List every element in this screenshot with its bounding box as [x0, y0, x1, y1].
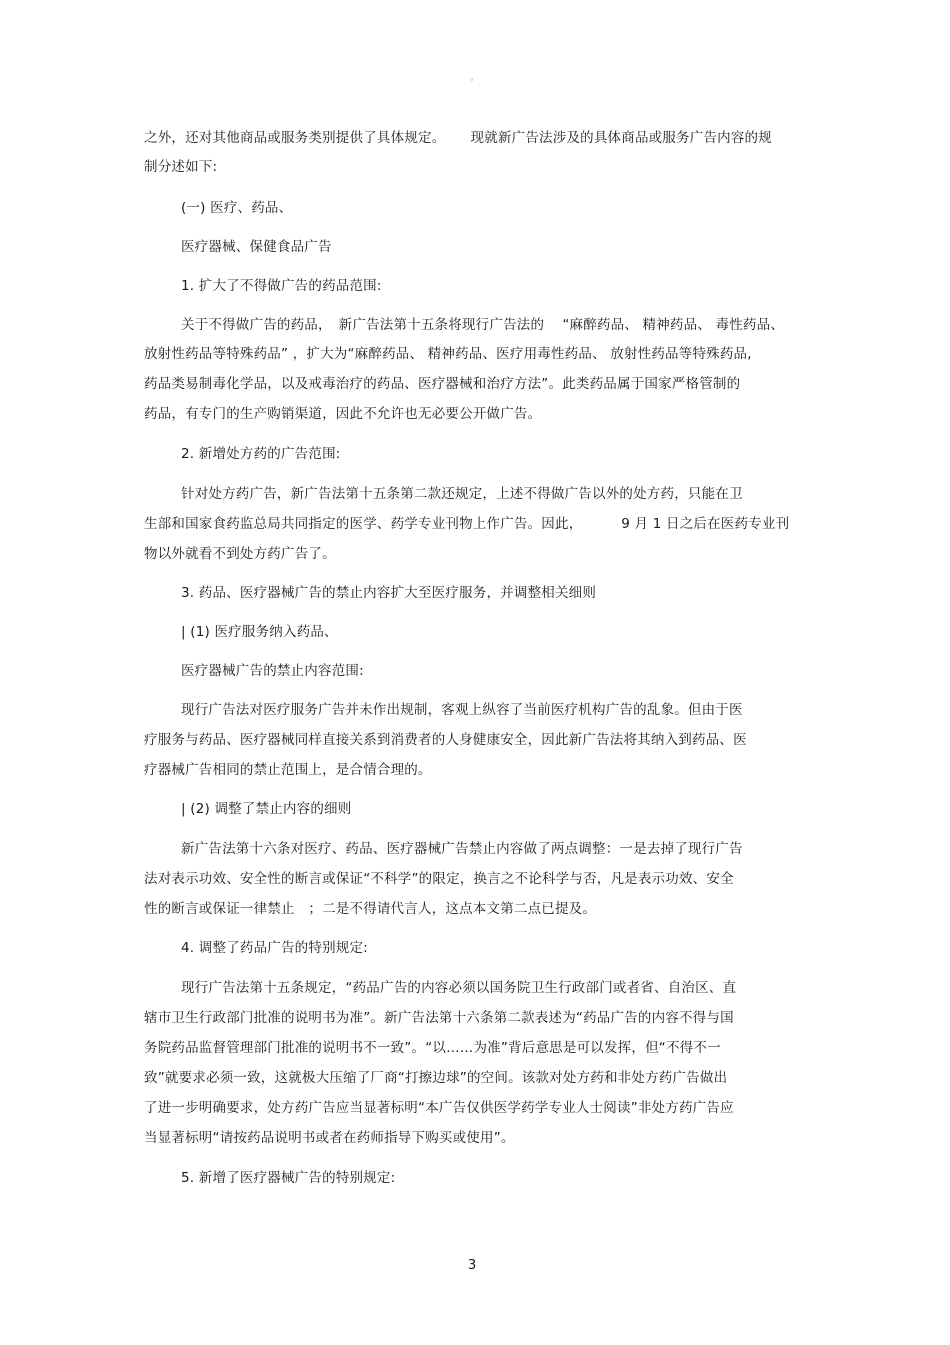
subsection-heading: 1. 扩大了不得做广告的药品范围:	[181, 278, 382, 294]
text-line: 疗器械广告相同的禁止范围上，是合情合理的。	[144, 762, 432, 778]
text-line: 关于不得做广告的药品， 新广告法第十五条将现行广告法的 “麻醉药品、 精神药品、 毒性药品、	[181, 317, 785, 333]
text-line: 新广告法第十六条对医疗、药品、医疗器械广告禁止内容做了两点调整：一是去掉了现行广告	[181, 841, 743, 857]
page-number: 3	[468, 1258, 477, 1273]
text-line: 药品类易制毒化学品，以及戒毒治疗的药品、医疗器械和治疗方法”。此类药品属于国家严格管制的	[144, 376, 741, 392]
text-line: 疗服务与药品、医疗器械同样直接关系到消费者的人身健康安全，因此新广告法将其纳入到药品、医	[144, 732, 747, 748]
section-heading: 医疗器械、保健食品广告	[181, 239, 332, 255]
text-line: 之外，还对其他商品或服务类别提供了具体规定。 现就新广告法涉及的具体商品或服务广告内容的规	[144, 130, 772, 146]
text-line: 当显著标明“请按药品说明书或者在药师指导下购买或使用”。	[144, 1130, 515, 1146]
text-line: 药品，有专门的生产购销渠道，因此不允许也无必要公开做广告。	[144, 406, 542, 422]
text-line: 性的断言或保证一律禁止 ；二是不得请代言人，这点本文第二点已提及。	[144, 901, 597, 917]
text-line: 生部和国家食药监总局共同指定的医学、药学专业刊物上作广告。因此， 9 月 1 日之后在医药专业刊	[144, 516, 790, 532]
text-line: 法对表示功效、安全性的断言或保证“不科学”的限定，换言之不论科学与否，凡是表示功效、安全	[144, 871, 734, 887]
subsection-heading: 5. 新增了医疗器械广告的特别规定:	[181, 1170, 396, 1186]
section-heading: (一) 医疗、药品、	[181, 200, 293, 216]
text-line: 物以外就看不到处方药广告了。	[144, 546, 336, 562]
text-line: 了进一步明确要求，处方药广告应当显著标明“本广告仅供医学药学专业人士阅读”非处方药广告应	[144, 1100, 734, 1116]
subsection-heading: | (2) 调整了禁止内容的细则	[181, 801, 352, 817]
subsection-heading: 3. 药品、医疗器械广告的禁止内容扩大至医疗服务，并调整相关细则	[181, 585, 597, 601]
text-line: 辖市卫生行政部门批准的说明书为准”。新广告法第十六条第二款表述为“药品广告的内容不得与国	[144, 1010, 734, 1026]
header-mark: 。	[470, 72, 480, 83]
text-line: 务院药品监督管理部门批准的说明书不一致”。“以……为准”背后意思是可以发挥，但“不得不一	[144, 1040, 721, 1056]
text-line: 放射性药品等特殊药品” ，扩大为“麻醉药品、 精神药品、医疗用毒性药品、 放射性药品等特殊药品,	[144, 346, 752, 362]
subsection-heading: 4. 调整了药品广告的特别规定:	[181, 940, 368, 956]
text-line: 现行广告法对医疗服务广告并未作出规制，客观上纵容了当前医疗机构广告的乱象。但由于医	[181, 702, 743, 718]
text-line: 制分述如下:	[144, 159, 218, 175]
text-line: 致”就要求必须一致，这就极大压缩了厂商“打擦边球”的空间。该款对处方药和非处方药广告做出	[144, 1070, 728, 1086]
text-line: 现行广告法第十五条规定，“药品广告的内容必须以国务院卫生行政部门或者省、自治区、直	[181, 980, 737, 996]
subsection-heading: | (1) 医疗服务纳入药品、	[181, 624, 338, 640]
subsection-heading: 2. 新增处方药的广告范围:	[181, 446, 341, 462]
subsection-heading: 医疗器械广告的禁止内容范围:	[181, 663, 364, 679]
text-line: 针对处方药广告，新广告法第十五条第二款还规定，上述不得做广告以外的处方药，只能在卫	[181, 486, 743, 502]
